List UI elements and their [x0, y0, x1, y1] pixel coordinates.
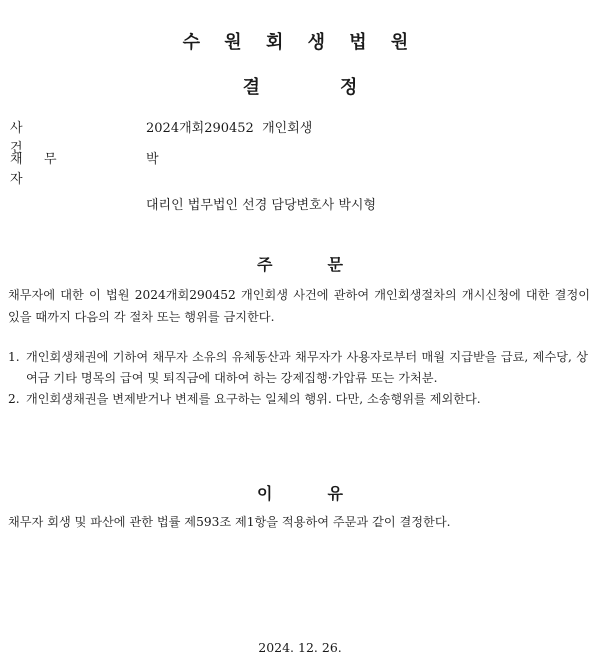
debtor-label-char: 무	[44, 152, 57, 167]
order-items-list	[8, 347, 588, 410]
case-label-char: 사	[10, 121, 23, 136]
reason-text: 채무자 회생 및 파산에 관한 법률 제593조 제1항을 적용하여 주문과 같이 결정한다.	[8, 515, 451, 529]
court-name: 수 원 회 생 법 원	[182, 32, 418, 53]
list-item-text: 개인회생채권에 기하여 채무자 소유의 유체동산과 채무자가 사용자로부터 매월 지급받을 급료, 제수당, 상여금 기타 명목의 급여 및 퇴직금에 대하여 하는 강제집행·가압류 또는 가처분.	[26, 350, 588, 385]
debtor-name: 박	[146, 152, 159, 167]
decision-date: 2024. 12. 26.	[258, 640, 342, 655]
document-title	[0, 73, 600, 99]
order-heading-right: 문	[327, 255, 343, 274]
representative: 대리인 법무법인 선경 담당변호사 박시형	[146, 198, 377, 213]
list-item	[8, 347, 588, 389]
list-item-number: 2.	[8, 392, 20, 406]
list-item-text: 개인회생채권을 변제받거나 변제를 요구하는 일체의 행위. 다만, 소송행위를 제외한다.	[26, 392, 481, 406]
document-title-right: 정	[340, 77, 358, 98]
list-item-number: 1.	[8, 350, 20, 364]
document-title-left: 결	[242, 77, 260, 98]
debtor-label-char: 자	[10, 172, 23, 187]
debtor-label	[10, 150, 110, 190]
reason-heading-left: 이	[257, 484, 273, 503]
case-number: 2024개회290452 개인회생	[146, 121, 313, 136]
order-heading	[0, 252, 600, 275]
reason-heading	[0, 481, 600, 504]
debtor-label-char: 채	[10, 152, 23, 167]
order-heading-left: 주	[257, 255, 273, 274]
list-item	[8, 389, 588, 410]
order-intro: 채무자에 대한 이 법원 2024개회290452 개인회생 사건에 관하여 개인회생절차의 개시신청에 대한 결정이 있을 때까지 다음의 각 절차 또는 행위를 금지한다.	[8, 288, 590, 324]
case-label-char: 건	[10, 141, 23, 156]
reason-heading-right: 유	[327, 484, 343, 503]
